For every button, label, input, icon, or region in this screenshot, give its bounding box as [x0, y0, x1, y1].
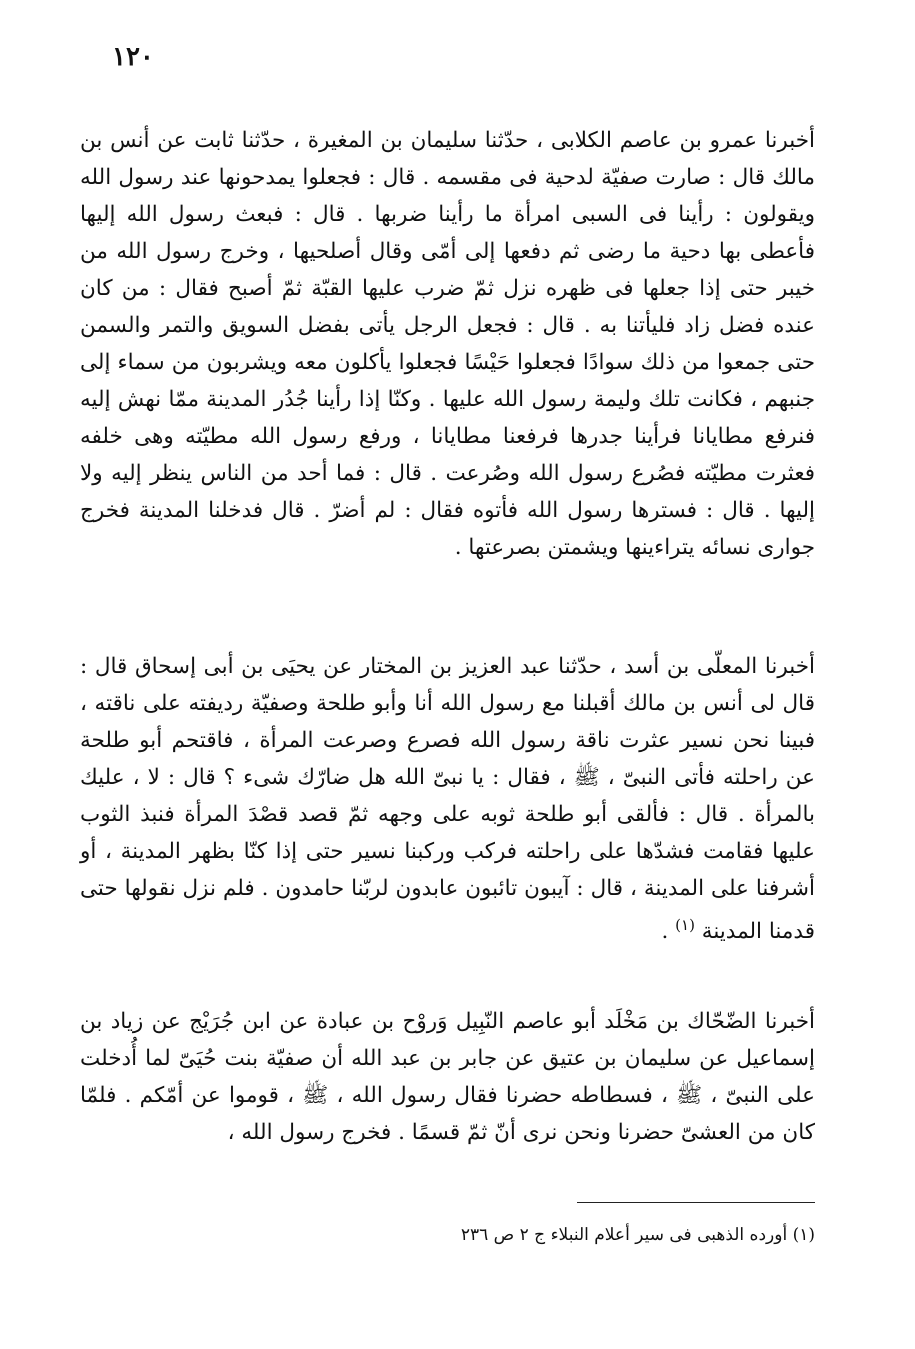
footnote-reference[interactable]: (١)	[675, 916, 695, 934]
footnote-divider	[577, 1202, 815, 1203]
paragraph-2	[80, 648, 815, 950]
paragraph-1	[80, 122, 815, 566]
footnote	[80, 1222, 815, 1248]
paragraph-1-text: أخبرنا عمرو بن عاصم الكلابى ، حدّثنا سليمان بن المغيرة ، حدّثنا ثابت عن أنس بن مالك قال : صارت صفيّة لدحية فى مقسمه . قال : فجعلوا يمدحونها عند رسول الله ويقولون : رأينا فى السبى امرأة ما رأينا ضربها . قال : فبعث رسول الله إليها فأعطى بها دحية ما رضى ثم دفعها إلى أمّى وقال أصلحيها ، وخرج رسول الله من خيبر حتى إذا جعلها فى ظهره نزل ثمّ ضرب عليها القبّة ثمّ أصبح فقال : من كان عنده فضل زاد فليأتنا به . قال : فجعل الرجل يأتى بفضل السويق والتمر والسمن حتى جمعوا من ذلك سوادًا فجعلوا حَيْسًا فجعلوا يأكلون معه ويشربون من سماء إلى جنبهم ، فكانت تلك وليمة رسول الله عليها . وكنّا إذا رأينا جُدُر المدينة ممّا نهش إليه فنرفع مطايانا فرأينا جدرها فرفعنا مطايانا ، ورفع رسول الله مطيّته وهى خلفه فعثرت مطيّته فصُرع رسول الله وصُرعت . قال : فما أحد من الناس ينظر إليه ولا إليها . قال : فسترها رسول الله فأتوه فقال : لم أضرّ . قال فدخلنا المدينة فخرج جوارى نسائه يتراءينها ويشمتن بصرعتها .	[80, 128, 815, 560]
page-number: ١٢٠	[112, 42, 154, 72]
paragraph-2-text: أخبرنا المعلّى بن أسد ، حدّثنا عبد العزيز بن المختار عن يحيَى بن أبى إسحاق قال : قال لى أنس بن مالك أقبلنا مع رسول الله أنا وأبو طلحة وصفيّة رديفته على ناقته ، فبينا نحن نسير عثرت ناقة رسول الله فصرع وصرعت المرأة ، فاقتحم أبو طلحة عن راحلته فأتى النبىّ ، ﷺ ، فقال : يا نبىّ الله هل ضارّك شىء ؟ قال : لا ، عليك بالمرأة . قال : فألقى أبو طلحة ثوبه على وجهه ثمّ قصد قصْدَ المرأة فنبذ الثوب عليها فقامت فشدّها على راحلته فركب وركبنا نسير حتى إذا كنّا بظهر المدينة ، أو أشرفنا على المدينة ، قال : آيبون تائبون عابدون لربّنا حامدون . فلم نزل نقولها حتى قدمنا المدينة	[80, 654, 815, 945]
paragraph-3-text: أخبرنا الضّحّاك بن مَخْلَد أبو عاصم النّبِيل وَروْح بن عبادة عن ابن جُرَيْج عن زياد بن إسماعيل عن سليمان بن عتيق عن جابر بن عبد الله أن صفيّة بنت حُيَىّ لما أُدخلت على النبىّ ، ﷺ ، فسطاطه حضرنا فقال رسول الله ، ﷺ ، قوموا عن أمّكم . فلمّا كان من العشىّ حضرنا ونحن نرى أنّ ثمّ قسمًا . فخرج رسول الله ،	[80, 1009, 815, 1145]
footnote-text: (١) أورده الذهبى فى سير أعلام النبلاء ج ٢ ص ٢٣٦	[460, 1225, 815, 1245]
paragraph-3	[80, 1003, 815, 1151]
paragraph-2-tail: .	[661, 919, 676, 945]
